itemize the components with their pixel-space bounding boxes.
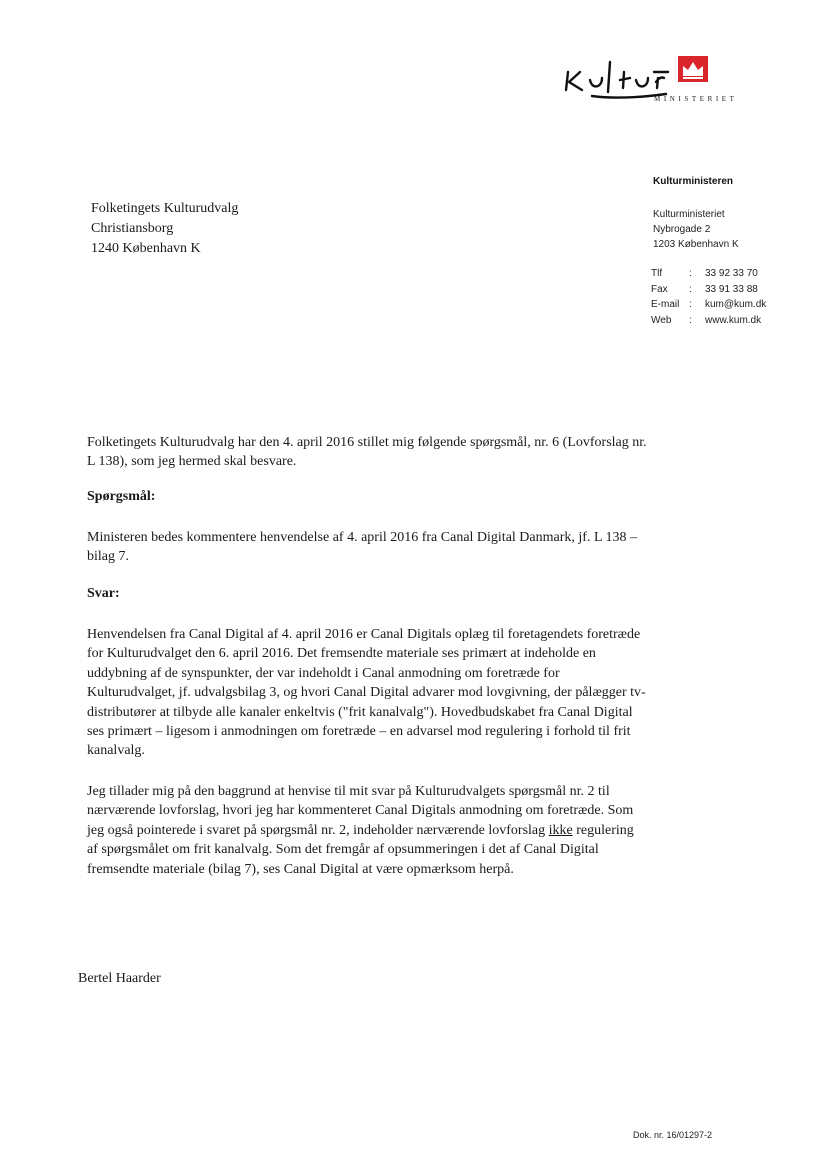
answer-heading: Svar:: [87, 586, 120, 601]
contact-label: Tlf: [651, 268, 663, 279]
recipient-line: 1240 København K: [91, 241, 201, 256]
intro-paragraph: Folketingets Kulturudvalg har den 4. april 2016 stillet mig følgende spørgsmål, nr. 6 (Lovforslag nr. L 138), som jeg hermed skal besvare.: [87, 435, 647, 470]
contact-separator: :: [689, 299, 692, 310]
question-paragraph: Ministeren bedes kommentere henvendelse af 4. april 2016 fra Canal Digital Danmark, jf. L 138 – bilag 7.: [87, 530, 637, 565]
answer-text: Jeg tillader mig på den baggrund at henvise til mit svar på Kulturudvalgets spørgsmål nr. 2 til nærværende lovforslag, hvori jeg har kommenteret Canal Digitals anmodning om foretræde. Som jeg også pointerede i svaret på spørgsmål nr. 2, indeholder nærværende lovforslag: [87, 784, 634, 838]
sender-title: Kulturministeren: [653, 176, 734, 187]
handwritten-logo-mark: [566, 62, 668, 98]
contact-label: Fax: [651, 283, 668, 295]
contact-separator: :: [689, 283, 692, 295]
contact-row-phone: [651, 266, 766, 282]
contact-row-web: [651, 313, 766, 329]
contact-details: [651, 266, 766, 328]
contact-value: 33 92 33 70: [705, 268, 758, 279]
document-number: Dok. nr. 16/01297-2: [633, 1130, 713, 1140]
contact-value: kum@kum.dk: [705, 299, 767, 310]
answer-paragraph-2: [87, 782, 647, 879]
recipient-address: [91, 199, 238, 259]
contact-value: 33 91 33 88: [705, 283, 758, 295]
crown-icon: [678, 56, 708, 82]
answer-text: regulering af spørgsmålet om frit kanalvalg. Som det fremgår af opsummeringen i det af Canal Digital fremsendte materiale (bilag 7), ses Canal Digital at være opmærksom herpå.: [87, 822, 634, 877]
contact-separator: :: [689, 268, 692, 279]
contact-row-fax: [651, 282, 766, 298]
answer-paragraph-1: Henvendelsen fra Canal Digital af 4. april 2016 er Canal Digitals oplæg til foretagendets foretræde for Kulturudvalget den 6. april 2016. Det fremsendte materiale ses primært at indeholde en uddybning af de synspunkter, der var indeholdt i Canal anmodning om foretræde for Kulturudvalget, jf. udvalgsbilag 3, og hvori Canal Digital advarer mod lovgivning, der pålægger tv-distributører at tilbyde alle kanaler enkeltvis ("frit kanalvalg"). Hovedbudskabet fra Canal Digital ses primært – ligesom i anmodningen om foretræde – en advarsel mod regulering i forhold til frit kanalvalg.: [87, 627, 646, 759]
contact-label: Web: [651, 314, 672, 326]
question-heading: Spørgsmål:: [87, 489, 156, 504]
recipient-line: Folketingets Kulturudvalg: [91, 201, 239, 216]
contact-value: www.kum.dk: [705, 314, 762, 326]
sender-address-line: Kulturministeriet: [653, 209, 725, 220]
signature: Bertel Haarder: [78, 971, 161, 986]
sender-address-line: Nybrogade 2: [653, 224, 711, 235]
contact-separator: :: [689, 314, 692, 326]
contact-label: E-mail: [651, 299, 680, 310]
sender-address: [653, 207, 739, 252]
logo-subtitle: MINISTERIET: [654, 95, 738, 103]
sender-address-line: 1203 København K: [653, 239, 739, 250]
ministry-logo: [560, 52, 760, 112]
recipient-line: Christiansborg: [91, 221, 174, 236]
underlined-word: ikke: [548, 822, 573, 838]
contact-row-email: [651, 297, 766, 313]
